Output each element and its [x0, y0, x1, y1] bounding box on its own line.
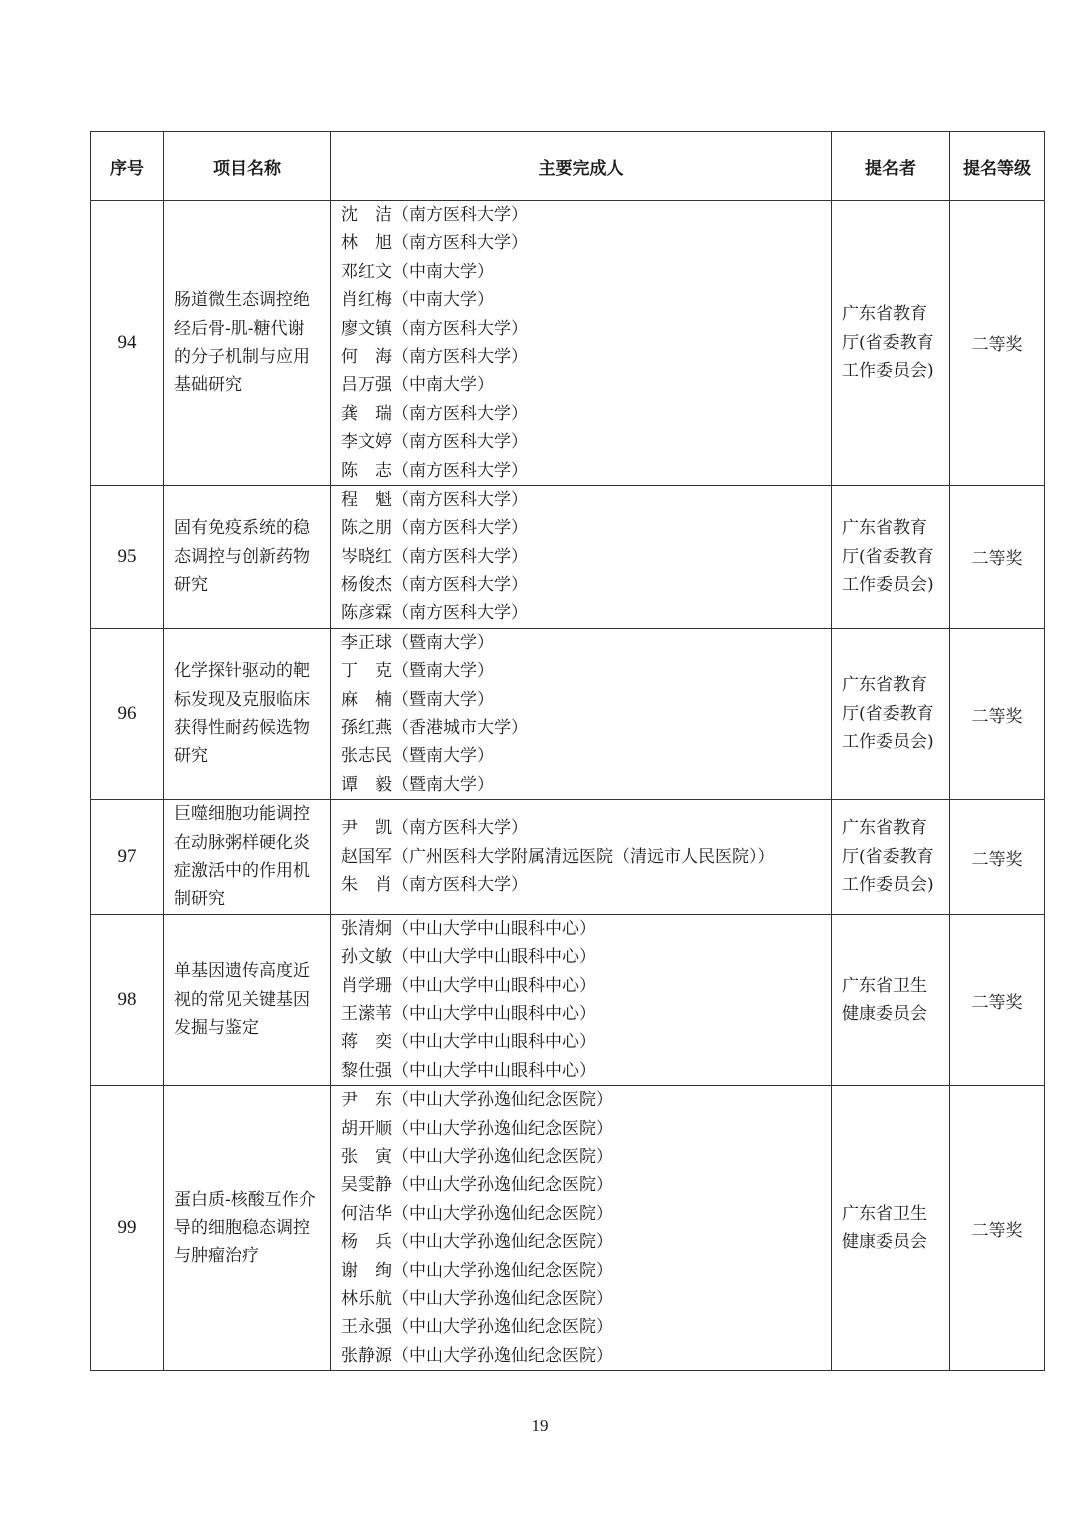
contributor-entry: 肖红梅（中南大学） — [341, 290, 494, 311]
contributor-entry: 孙文敏（中山大学中山眼科中心） — [341, 947, 596, 968]
nominator: 广东省卫生健康委员会 — [832, 914, 950, 1085]
contributor-entry: 杨俊杰（南方医科大学） — [341, 575, 528, 596]
contributor-entry: 李正球（暨南大学） — [341, 632, 494, 653]
row-number: 97 — [91, 800, 164, 915]
contributor-entry: 邓红文（中南大学） — [341, 261, 494, 282]
contributor-entry: 尹 东（中山大学孙逸仙纪念医院） — [341, 1090, 613, 1111]
contributor-entry: 黎仕强（中山大学中山眼科中心） — [341, 1060, 596, 1081]
contributor-entry: 张清炯（中山大学中山眼科中心） — [341, 918, 596, 939]
page-number: 19 — [531, 1416, 549, 1435]
table-header-row — [91, 132, 1045, 201]
main-contributors — [331, 914, 832, 1085]
contributor-entry: 王永强（中山大学孙逸仙纪念医院） — [341, 1317, 613, 1338]
contributor-entry: 何洁华（中山大学孙逸仙纪念医院） — [341, 1203, 613, 1224]
contributor-entry: 陈之朋（南方医科大学） — [341, 518, 528, 539]
contributor-entry: 林 旭（南方医科大学） — [341, 233, 528, 254]
header-main-contributors: 主要完成人 — [331, 132, 832, 201]
contributor-entry: 吕万强（中南大学） — [341, 375, 494, 396]
nomination-level: 二等奖 — [950, 800, 1045, 915]
contributor-entry: 蒋 奕（中山大学中山眼科中心） — [341, 1032, 596, 1053]
main-contributors — [331, 800, 832, 915]
contributor-entry: 沈 洁（南方医科大学） — [341, 205, 528, 225]
nomination-level: 二等奖 — [950, 201, 1045, 486]
row-number: 98 — [91, 914, 164, 1085]
row-number: 99 — [91, 1086, 164, 1371]
contributor-entry: 谭 毅（暨南大学） — [341, 774, 494, 795]
contributor-entry: 张静源（中山大学孙逸仙纪念医院） — [341, 1345, 613, 1366]
nominator: 广东省卫生健康委员会 — [832, 1086, 950, 1371]
contributor-entry: 陈彦霖（南方医科大学） — [341, 603, 528, 624]
contributor-entry: 龚 瑞（南方医科大学） — [341, 403, 528, 424]
contributor-entry: 肖学珊（中山大学中山眼科中心） — [341, 975, 596, 996]
contributor-entry: 陈 志（南方医科大学） — [341, 460, 528, 481]
contributor-entry: 张 寅（中山大学孙逸仙纪念医院） — [341, 1146, 613, 1167]
contributor-entry: 廖文镇（南方医科大学） — [341, 318, 528, 339]
table-row — [91, 914, 1045, 1085]
contributor-entry: 朱 肖（南方医科大学） — [341, 875, 528, 896]
main-contributors — [331, 201, 832, 486]
contributor-entry: 尹 凯（南方医科大学） — [341, 818, 528, 839]
row-number: 95 — [91, 485, 164, 628]
nominator: 广东省教育厅(省委教育工作委员会) — [832, 628, 950, 799]
contributor-entry: 杨 兵（中山大学孙逸仙纪念医院） — [341, 1232, 613, 1253]
nominator: 广东省教育厅(省委教育工作委员会) — [832, 800, 950, 915]
header-no: 序号 — [91, 132, 164, 201]
table-row — [91, 485, 1045, 628]
row-number: 96 — [91, 628, 164, 799]
contributor-entry: 谢 绚（中山大学孙逸仙纪念医院） — [341, 1260, 613, 1281]
header-project-name: 项目名称 — [164, 132, 331, 201]
nomination-level: 二等奖 — [950, 914, 1045, 1085]
nomination-level: 二等奖 — [950, 628, 1045, 799]
nominator: 广东省教育厅(省委教育工作委员会) — [832, 201, 950, 486]
contributor-entry: 吴雯静（中山大学孙逸仙纪念医院） — [341, 1175, 613, 1196]
row-number: 94 — [91, 201, 164, 486]
contributor-entry: 赵国军（广州医科大学附属清远医院（清远市人民医院）） — [341, 846, 775, 867]
table-row — [91, 800, 1045, 915]
table-body — [91, 201, 1045, 1371]
header-nomination-level: 提名等级 — [950, 132, 1045, 201]
contributor-entry: 胡开顺（中山大学孙逸仙纪念医院） — [341, 1118, 613, 1139]
contributor-entry: 林乐航（中山大学孙逸仙纪念医院） — [341, 1288, 613, 1309]
contributor-entry: 李文婷（南方医科大学） — [341, 432, 528, 453]
main-contributors — [331, 628, 832, 799]
nomination-level: 二等奖 — [950, 1086, 1045, 1371]
nominator: 广东省教育厅(省委教育工作委员会) — [832, 485, 950, 628]
contributor-entry: 王潆苇（中山大学中山眼科中心） — [341, 1004, 596, 1024]
project-name: 蛋白质-核酸互作介导的细胞稳态调控与肿瘤治疗 — [164, 1086, 331, 1371]
main-contributors — [331, 1086, 832, 1371]
contributor-entry: 何 海（南方医科大学） — [341, 346, 528, 367]
nomination-level: 二等奖 — [950, 485, 1045, 628]
contributor-entry: 岑晓红（南方医科大学） — [341, 546, 528, 567]
project-name: 固有免疫系统的稳态调控与创新药物研究 — [164, 485, 331, 628]
project-name: 化学探针驱动的靶标发现及克服临床获得性耐药候选物研究 — [164, 628, 331, 799]
project-name: 单基因遗传高度近视的常见关键基因发掘与鉴定 — [164, 914, 331, 1085]
contributor-entry: 程 魁（南方医科大学） — [341, 489, 528, 510]
header-nominator: 提名者 — [832, 132, 950, 201]
award-table — [90, 131, 1045, 1371]
main-contributors — [331, 485, 832, 628]
contributor-entry: 丁 克（暨南大学） — [341, 661, 494, 682]
project-name: 肠道微生态调控绝经后骨-肌-糖代谢的分子机制与应用基础研究 — [164, 201, 331, 486]
table-row — [91, 201, 1045, 486]
project-name: 巨噬细胞功能调控在动脉粥样硬化炎症激活中的作用机制研究 — [164, 800, 331, 915]
table-row — [91, 628, 1045, 799]
contributor-entry: 张志民（暨南大学） — [341, 746, 494, 767]
contributor-entry: 麻 楠（暨南大学） — [341, 689, 494, 710]
table-row — [91, 1086, 1045, 1371]
contributor-entry: 孫红燕（香港城市大学） — [341, 718, 528, 739]
